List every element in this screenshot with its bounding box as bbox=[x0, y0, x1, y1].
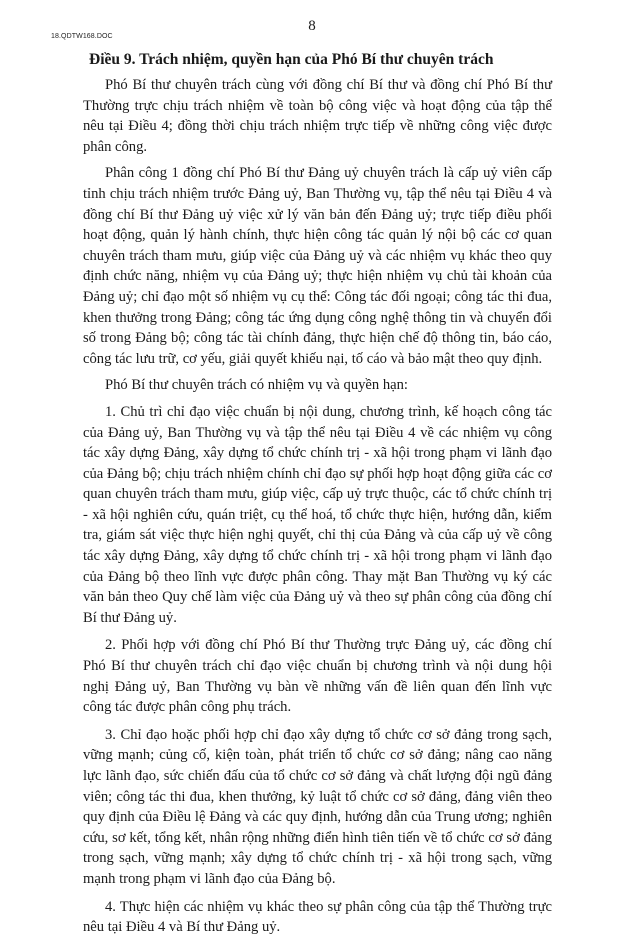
paragraph: Phân công 1 đồng chí Phó Bí thư Đảng uỷ chuyên trách là cấp uỷ viên cấp tỉnh chịu trách nhiệm trước Đảng uỷ, Ban Thường vụ, tập thể nêu tại Điều 4 và đồng chí Bí thư Đảng uỷ việc xử lý văn bản đến Đảng uỷ; trực tiếp điều phối hoạt động, quản lý hành chính, thực hiện công tác quản lý nội bộ các cơ quan chuyên trách tham mưu, giúp việc của Đảng uỷ và các nhiệm vụ khác theo quy định chức năng, nhiệm vụ của Đảng uỷ; thực hiện nhiệm vụ chủ tài khoản của Đảng uỷ; chỉ đạo một số nhiệm vụ cụ thể: Công tác đối ngoại; công tác thi đua, khen thưởng trong Đảng; công tác ứng dụng công nghệ thông tin và chuyển đổi số trong Đảng bộ; công tác tài chính đảng, thực hiện chế độ thông tin, báo cáo, công tác lưu trữ, cơ yếu, giải quyết khiếu nại, tố cáo và bảo mật theo quy định. bbox=[83, 165, 552, 367]
duty-item: 1. Chủ trì chỉ đạo việc chuẩn bị nội dung, chương trình, kế hoạch công tác của Đảng uỷ, Ban Thường vụ và tập thể nêu tại Điều 4 về các nhiệm vụ công tác xây dựng Đảng, xây dựng tổ chức chính trị - xã hội trong phạm vi lãnh đạo của Đảng bộ; chịu trách nhiệm chính chỉ đạo sự phối hợp hoạt động giữa các cơ quan chuyên trách tham mưu, giúp việc, cấp uỷ trực thuộc, các tổ chức chính trị - xã hội nghiên cứu, quán triệt, cụ thể hoá, tổ chức thực hiện, hướng dẫn, kiểm tra, giám sát việc thực hiện nghị quyết, chỉ thị của Đảng và của cấp uỷ về công tác xây dựng Đảng, xây dựng tổ chức chính trị - xã hội trong phạm vi lãnh đạo của Đảng bộ theo lĩnh vực được phân công. Thay mặt Ban Thường vụ ký các văn bản theo Quy chế làm việc của Đảng uỷ và theo sự phân công của đồng chí Bí thư Đảng uỷ. bbox=[83, 403, 552, 626]
duty-item: 3. Chỉ đạo hoặc phối hợp chỉ đạo xây dựng tổ chức cơ sở đảng trong sạch, vững mạnh; củng cố, kiện toàn, phát triển tổ chức cơ sở đảng; nâng cao năng lực lãnh đạo, sức chiến đấu của tổ chức cơ sở đảng và chất lượng đội ngũ đảng viên; công tác thi đua, khen thưởng, kỷ luật tổ chức cơ sở đảng, đảng viên theo quy định của Điều lệ Đảng và các quy định, hướng dẫn của Trung ương; nghiên cứu, sơ kết, tổng kết, nhân rộng những điển hình tiên tiến về tổ chức cơ sở đảng trong sạch, vững mạnh; xây dựng tổ chức chính trị - xã hội trong sạch, vững mạnh trong phạm vi lãnh đạo của Đảng bộ. bbox=[83, 726, 552, 887]
duty-item: 2. Phối hợp với đồng chí Phó Bí thư Thường trực Đảng uỷ, các đồng chí Phó Bí thư chuyên trách chỉ đạo việc chuẩn bị chương trình và nội dung hội nghị Đảng uỷ, Ban Thường vụ bàn về những vấn đề liên quan đến lĩnh vực công tác được phân công phụ trách. bbox=[83, 637, 552, 716]
article-body bbox=[83, 75, 552, 945]
page-number: 8 bbox=[308, 18, 316, 34]
paragraph: Phó Bí thư chuyên trách cùng với đồng chí Bí thư và đồng chí Phó Bí thư Thường trực chịu trách nhiệm về toàn bộ công việc và hoạt động của tập thể nêu tại Điều 4; đồng thời chịu trách nhiệm trực tiếp về những công việc được phân công. bbox=[83, 77, 552, 155]
paragraph: Phó Bí thư chuyên trách có nhiệm vụ và quyền hạn: bbox=[105, 377, 408, 394]
duty-item: 4. Thực hiện các nhiệm vụ khác theo sự phân công của tập thể Thường trực nêu tại Điều 4 và Bí thư Đảng uỷ. bbox=[83, 898, 552, 936]
article-title: Điều 9. Trách nhiệm, quyền hạn của Phó Bí thư chuyên trách bbox=[89, 51, 494, 68]
document-code: 18.QDTW168.DOC bbox=[51, 33, 113, 40]
